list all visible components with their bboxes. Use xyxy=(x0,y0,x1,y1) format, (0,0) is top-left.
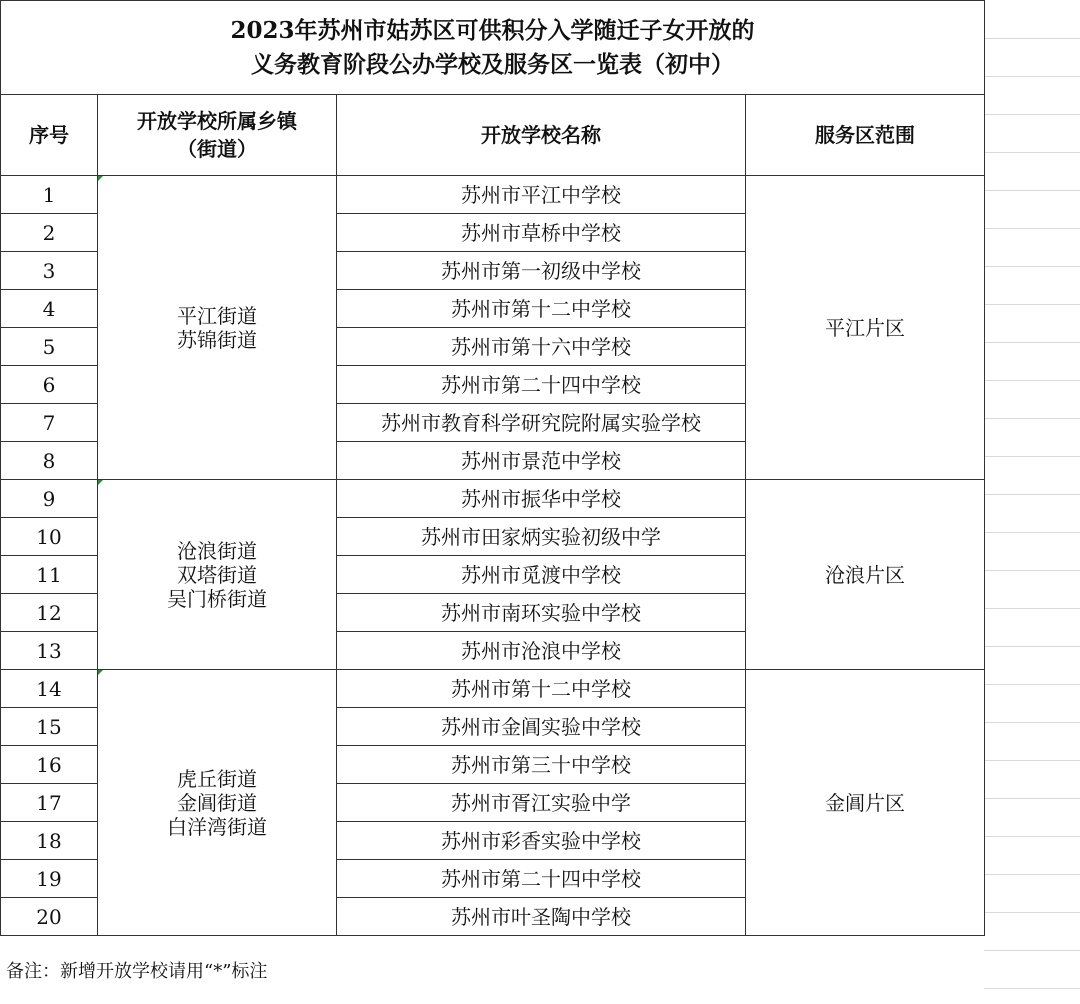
header-town-line-1: 开放学校所属乡镇 xyxy=(137,109,297,133)
table-row xyxy=(1,670,985,708)
seq-cell: 6 xyxy=(1,366,98,404)
sheet-gridline xyxy=(984,988,1080,989)
title-line-2: 义务教育阶段公办学校及服务区一览表（初中） xyxy=(251,50,734,78)
school-name-cell: 苏州市教育科学研究院附属实验学校 xyxy=(337,404,746,442)
seq-cell: 16 xyxy=(1,746,98,784)
seq-cell: 3 xyxy=(1,252,98,290)
sheet-gridline xyxy=(984,874,1080,875)
school-name-cell: 苏州市南环实验中学校 xyxy=(337,594,746,632)
town-name: 虎丘街道 xyxy=(177,766,257,791)
seq-cell: 13 xyxy=(1,632,98,670)
seq-cell: 20 xyxy=(1,898,98,936)
town-cell xyxy=(98,176,337,480)
seq-cell: 15 xyxy=(1,708,98,746)
town-name: 沧浪街道 xyxy=(177,538,257,563)
town-cell xyxy=(98,480,337,670)
sheet-gridline xyxy=(984,304,1080,305)
service-area-cell: 平江片区 xyxy=(746,176,985,480)
town-name: 双塔街道 xyxy=(177,562,257,587)
town-cell xyxy=(98,670,337,936)
table-row xyxy=(1,480,985,518)
school-name-cell: 苏州市沧浪中学校 xyxy=(337,632,746,670)
sheet-gridline xyxy=(984,494,1080,495)
sheet-gridline xyxy=(984,722,1080,723)
seq-cell: 17 xyxy=(1,784,98,822)
seq-cell: 12 xyxy=(1,594,98,632)
school-name-cell: 苏州市第三十中学校 xyxy=(337,746,746,784)
sheet-grid-background xyxy=(984,0,1080,1004)
title-line-1: 2023年苏州市姑苏区可供积分入学随迁子女开放的 xyxy=(230,16,755,44)
sheet-gridline xyxy=(984,38,1080,39)
footnote: 备注：新增开放学校请用“*”标注 xyxy=(6,961,268,982)
school-name-cell: 苏州市田家炳实验初级中学 xyxy=(337,518,746,556)
sheet-gridline xyxy=(984,684,1080,685)
school-name-cell: 苏州市第十六中学校 xyxy=(337,328,746,366)
seq-cell: 2 xyxy=(1,214,98,252)
sheet-gridline xyxy=(984,266,1080,267)
school-name-cell: 苏州市第二十四中学校 xyxy=(337,366,746,404)
table-row xyxy=(1,176,985,214)
town-name: 平江街道 xyxy=(177,303,257,328)
seq-cell: 18 xyxy=(1,822,98,860)
school-name-cell: 苏州市第二十四中学校 xyxy=(337,860,746,898)
town-name: 金阊街道 xyxy=(177,790,257,815)
header-seq: 序号 xyxy=(1,95,98,176)
sheet-gridline xyxy=(984,912,1080,913)
town-name: 苏锦街道 xyxy=(177,327,257,352)
seq-cell: 4 xyxy=(1,290,98,328)
sheet-gridline xyxy=(984,950,1080,951)
sheet-gridline xyxy=(984,380,1080,381)
school-name-cell: 苏州市草桥中学校 xyxy=(337,214,746,252)
header-town xyxy=(98,95,337,176)
town-name: 白洋湾街道 xyxy=(167,814,267,839)
sheet-gridline xyxy=(984,76,1080,77)
seq-cell: 10 xyxy=(1,518,98,556)
school-name-cell: 苏州市第一初级中学校 xyxy=(337,252,746,290)
sheet-gridline xyxy=(984,342,1080,343)
school-name-cell: 苏州市叶圣陶中学校 xyxy=(337,898,746,936)
sheet-gridline xyxy=(984,152,1080,153)
school-name-cell: 苏州市第十二中学校 xyxy=(337,290,746,328)
header-school: 开放学校名称 xyxy=(337,95,746,176)
seq-cell: 8 xyxy=(1,442,98,480)
sheet-gridline xyxy=(984,456,1080,457)
school-name-cell: 苏州市彩香实验中学校 xyxy=(337,822,746,860)
seq-cell: 7 xyxy=(1,404,98,442)
sheet-gridline xyxy=(984,836,1080,837)
school-name-cell: 苏州市景范中学校 xyxy=(337,442,746,480)
seq-cell: 14 xyxy=(1,670,98,708)
school-name-cell: 苏州市第十二中学校 xyxy=(337,670,746,708)
sheet-gridline xyxy=(984,190,1080,191)
seq-cell: 9 xyxy=(1,480,98,518)
header-area: 服务区范围 xyxy=(746,95,985,176)
school-name-cell: 苏州市振华中学校 xyxy=(337,480,746,518)
sheet-gridline xyxy=(984,646,1080,647)
town-name: 吴门桥街道 xyxy=(167,586,267,611)
seq-cell: 19 xyxy=(1,860,98,898)
sheet-gridline xyxy=(984,532,1080,533)
service-area-cell: 金阊片区 xyxy=(746,670,985,936)
sheet-gridline xyxy=(984,114,1080,115)
school-name-cell: 苏州市平江中学校 xyxy=(337,176,746,214)
seq-cell: 1 xyxy=(1,176,98,214)
seq-cell: 5 xyxy=(1,328,98,366)
school-name-cell: 苏州市胥江实验中学 xyxy=(337,784,746,822)
table-title xyxy=(1,1,985,95)
sheet-gridline xyxy=(984,570,1080,571)
sheet-gridline xyxy=(984,798,1080,799)
seq-cell: 11 xyxy=(1,556,98,594)
sheet-gridline xyxy=(984,418,1080,419)
sheet-gridline xyxy=(984,608,1080,609)
school-name-cell: 苏州市金阊实验中学校 xyxy=(337,708,746,746)
sheet-gridline xyxy=(984,228,1080,229)
service-area-cell: 沧浪片区 xyxy=(746,480,985,670)
header-town-line-2: （街道） xyxy=(177,137,257,161)
school-name-cell: 苏州市觅渡中学校 xyxy=(337,556,746,594)
sheet-gridline xyxy=(984,760,1080,761)
